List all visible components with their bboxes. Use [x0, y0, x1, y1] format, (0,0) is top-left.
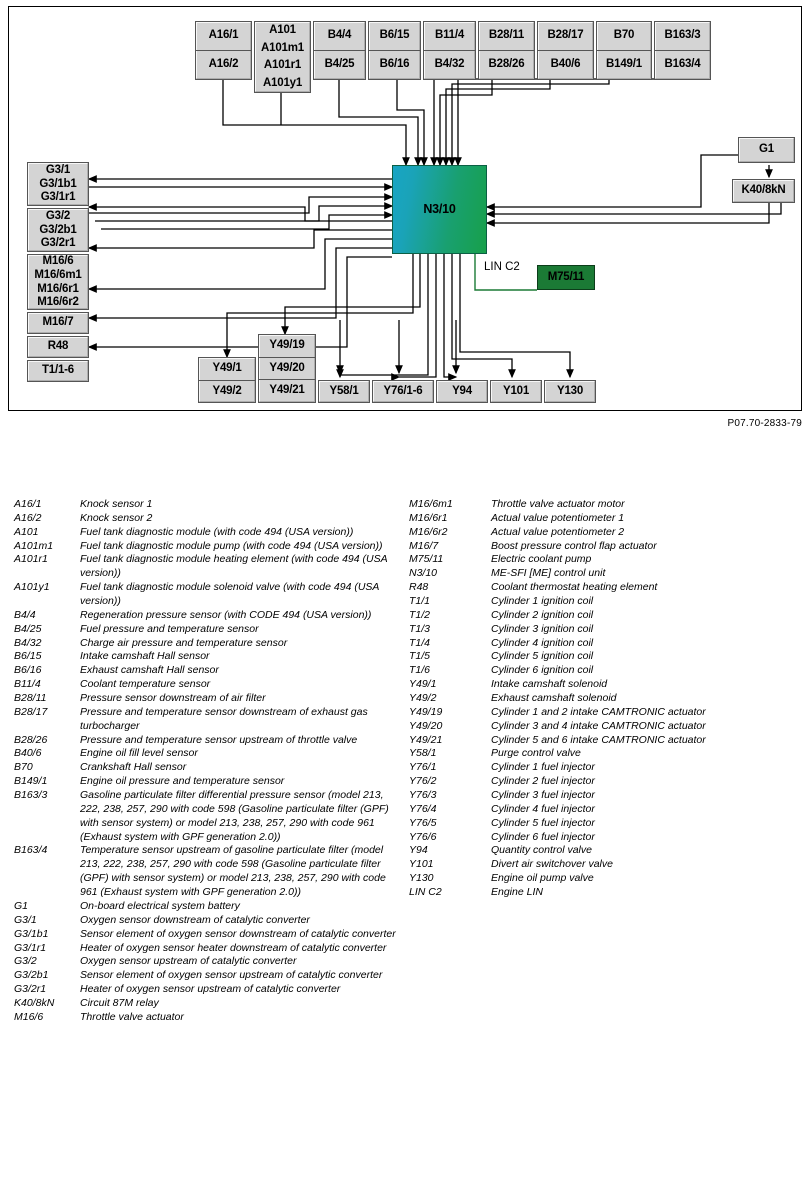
legend-column-right: [409, 498, 801, 900]
legend-row: [409, 747, 801, 761]
legend-description: Exhaust camshaft Hall sensor: [80, 664, 219, 677]
legend-description: Coolant temperature sensor: [80, 678, 211, 691]
legend-description: Circuit 87M relay: [80, 996, 159, 1009]
legend-key: Y130: [409, 872, 434, 885]
box-cell: G3/2r1: [40, 237, 76, 250]
legend-description: Cylinder 4 fuel injector: [491, 802, 595, 815]
left-box-g3-2[interactable]: [27, 208, 89, 252]
top-box-b4[interactable]: [313, 21, 366, 80]
legend-description: Pressure and temperature sensor upstream of throttle valve: [80, 733, 358, 746]
legend-key: Y76/4: [409, 802, 437, 815]
box-cell: Y58/1: [329, 384, 359, 397]
box-cell: A16/1: [196, 22, 251, 51]
legend-description: Knock sensor 1: [80, 498, 153, 510]
legend-description: Intake camshaft Hall sensor: [80, 650, 210, 663]
box-cell: B163/3: [655, 22, 710, 51]
legend-description: Fuel tank diagnostic module solenoid valve (with code 494 (USA version)): [80, 581, 380, 608]
legend-row: [409, 678, 801, 692]
legend-description: Oxygen sensor upstream of catalytic converter: [80, 955, 297, 968]
legend-description: Heater of oxygen sensor heater downstream of catalytic converter: [80, 941, 387, 954]
legend-row: [14, 955, 404, 969]
box-cell: B11/4: [424, 22, 475, 51]
legend-description: Exhaust camshaft solenoid: [491, 692, 617, 705]
bottom-box-y130[interactable]: [544, 380, 596, 403]
legend-key: B11/4: [14, 678, 41, 691]
legend-description: Cylinder 1 ignition coil: [491, 595, 594, 608]
legend-key: A101y1: [14, 581, 50, 594]
legend-row: [409, 789, 801, 803]
box-cell: A101m1: [261, 41, 304, 54]
legend-description: Engine oil pump valve: [491, 872, 594, 885]
legend-row: [409, 609, 801, 623]
legend-key: M16/7: [409, 539, 439, 552]
legend-description: Cylinder 6 fuel injector: [491, 830, 595, 843]
legend-description: ME-SFI [ME] control unit: [491, 567, 606, 580]
right-box-k40[interactable]: [732, 179, 795, 203]
lin-bus-label: LIN C2: [484, 261, 520, 273]
legend-description: Cylinder 3 and 4 intake CAMTRONIC actuator: [491, 719, 706, 732]
bottom-box-y49-1[interactable]: [198, 357, 256, 403]
legend-key: B149/1: [14, 775, 48, 788]
legend-key: B6/15: [14, 650, 42, 663]
legend-row: [14, 553, 404, 581]
legend-row: [14, 637, 404, 651]
legend-row: [409, 872, 801, 886]
legend-key: B28/11: [14, 692, 47, 705]
top-box-b11-b4[interactable]: [423, 21, 476, 80]
legend-key: Y49/1: [409, 678, 437, 691]
box-cell: Y94: [452, 384, 472, 397]
legend-row: [409, 623, 801, 637]
legend-row: [409, 498, 801, 512]
legend-key: Y76/1: [409, 761, 437, 774]
legend-description: Cylinder 3 ignition coil: [491, 622, 594, 635]
legend-row: [14, 706, 404, 734]
legend-row: [14, 942, 404, 956]
bottom-box-y101[interactable]: [490, 380, 542, 403]
bottom-box-y58[interactable]: [318, 380, 370, 403]
legend-description: Engine oil pressure and temperature sensor: [80, 775, 285, 788]
box-cell: Y101: [502, 384, 530, 397]
legend-column-left: [14, 498, 404, 1025]
legend-key: M75/11: [409, 553, 444, 566]
legend-key: K40/8kN: [14, 996, 55, 1009]
legend-description: Oxygen sensor downstream of catalytic converter: [80, 913, 310, 926]
bottom-box-y49-19[interactable]: [258, 334, 316, 403]
box-cell: Y49/20: [259, 358, 315, 381]
legend-key: B40/6: [14, 747, 42, 760]
legend-row: [14, 969, 404, 983]
legend-key: B70: [14, 761, 33, 774]
box-cell: A101r1: [263, 59, 302, 71]
legend-row: [409, 650, 801, 664]
legend-key: R48: [409, 581, 429, 594]
legend-row: [409, 512, 801, 526]
box-cell: A16/2: [208, 58, 239, 71]
box-cell: R48: [47, 340, 69, 353]
legend-key: M16/6m1: [409, 498, 453, 510]
box-cell: A101: [269, 24, 296, 36]
legend-key: Y101: [409, 858, 434, 871]
legend-description: Heater of oxygen sensor upstream of catalytic converter: [80, 983, 341, 996]
top-box-b28-17[interactable]: [537, 21, 594, 80]
legend-description: Cylinder 2 ignition coil: [491, 608, 594, 621]
legend-row: [14, 692, 404, 706]
left-box-m16-7[interactable]: [27, 312, 89, 334]
legend-key: B4/32: [14, 636, 42, 649]
legend-description: Fuel tank diagnostic module heating element (with code 494 (USA version)): [80, 553, 388, 580]
legend-row: [409, 734, 801, 748]
box-cell: B28/26: [488, 58, 525, 71]
legend-description: Sensor element of oxygen sensor downstream of catalytic converter: [80, 927, 396, 940]
box-cell: T1/1-6: [41, 364, 75, 377]
legend-description: Engine oil fill level sensor: [80, 747, 198, 760]
box-cell: A101y1: [262, 76, 303, 89]
legend-row: [409, 844, 801, 858]
legend-row: [14, 526, 404, 540]
legend-description: Cylinder 1 and 2 intake CAMTRONIC actuator: [491, 705, 706, 718]
legend-description: Cylinder 2 fuel injector: [491, 775, 595, 788]
box-cell: B6/15: [369, 22, 420, 51]
legend-description: Quantity control valve: [491, 844, 592, 857]
legend-row: [409, 775, 801, 789]
left-box-r48[interactable]: [27, 336, 89, 358]
box-cell: M16/6: [42, 254, 74, 267]
legend-description: Fuel pressure and temperature sensor: [80, 622, 259, 635]
legend-key: Y76/6: [409, 830, 437, 843]
legend-key: B163/4: [14, 844, 48, 857]
legend-row: [409, 831, 801, 845]
top-box-b70[interactable]: [596, 21, 652, 80]
box-cell: Y49/2: [212, 384, 242, 397]
legend-row: [14, 664, 404, 678]
legend-key: T1/5: [409, 650, 431, 663]
legend-key: LIN C2: [409, 886, 442, 899]
legend-description: Actual value potentiometer 2: [491, 525, 625, 538]
box-cell: B149/1: [606, 58, 642, 71]
legend-row: [14, 581, 404, 609]
legend-row: [409, 567, 801, 581]
legend-key: Y94: [409, 844, 428, 857]
box-cell: M16/6r1: [37, 282, 79, 295]
legend-row: [14, 747, 404, 761]
legend-key: B28/17: [14, 705, 48, 718]
control-unit-n3-10[interactable]: [392, 165, 487, 254]
box-cell: G3/1r1: [40, 191, 76, 204]
legend-description: Purge control valve: [491, 747, 581, 760]
legend-description: Throttle valve actuator motor: [491, 498, 625, 510]
top-box-a101[interactable]: [254, 21, 311, 93]
top-box-b163[interactable]: [654, 21, 711, 80]
diagram-frame: [8, 6, 802, 411]
box-cell: B4/25: [324, 58, 355, 71]
legend-row: [14, 498, 404, 512]
box-cell: Y49/1: [199, 358, 255, 381]
legend-key: N3/10: [409, 567, 438, 580]
legend-description: Cylinder 5 ignition coil: [491, 650, 594, 663]
legend-key: G3/1b1: [14, 927, 49, 940]
legend-description: Cylinder 3 fuel injector: [491, 789, 595, 802]
control-unit-label: N3/10: [423, 202, 456, 217]
legend-row: [14, 650, 404, 664]
legend-row: [14, 623, 404, 637]
legend-row: [409, 553, 801, 567]
legend-description: Pressure and temperature sensor downstream of exhaust gas turbocharger: [80, 705, 368, 732]
legend-key: B4/4: [14, 608, 36, 621]
left-box-g3-1[interactable]: [27, 162, 89, 206]
legend-key: Y76/3: [409, 789, 437, 802]
legend-row: [409, 803, 801, 817]
legend-description: Regeneration pressure sensor (with CODE 494 (USA version)): [80, 608, 372, 621]
legend-key: A16/1: [14, 498, 42, 510]
box-cell: B70: [597, 22, 651, 51]
legend-description: Fuel tank diagnostic module pump (with code 494 (USA version)): [80, 539, 383, 552]
legend-key: B163/3: [14, 789, 48, 802]
legend-row: [14, 914, 404, 928]
legend-key: B28/26: [14, 733, 48, 746]
legend-description: On-board electrical system battery: [80, 899, 240, 912]
legend-row: [14, 983, 404, 997]
legend-row: [14, 761, 404, 775]
legend-row: [14, 928, 404, 942]
box-cell: B40/6: [550, 58, 581, 71]
legend-description: Cylinder 6 ignition coil: [491, 664, 594, 677]
right-box-g1[interactable]: [738, 137, 795, 163]
legend-key: M16/6r2: [409, 525, 448, 538]
legend-description: Pressure sensor downstream of air filter: [80, 692, 266, 705]
box-cell: G1: [759, 143, 774, 156]
legend-description: Electric coolant pump: [491, 553, 592, 566]
legend-description: Actual value potentiometer 1: [491, 511, 625, 524]
legend-description: Coolant thermostat heating element: [491, 581, 658, 594]
legend-key: T1/2: [409, 608, 431, 621]
legend-row: [409, 886, 801, 900]
legend-row: [14, 512, 404, 526]
legend-key: T1/3: [409, 622, 431, 635]
legend-description: Cylinder 5 and 6 intake CAMTRONIC actuator: [491, 733, 706, 746]
legend-description: Intake camshaft solenoid: [491, 678, 608, 691]
legend-row: [14, 540, 404, 554]
legend-description: Cylinder 4 ignition coil: [491, 636, 594, 649]
legend-key: A101m1: [14, 539, 54, 552]
legend-description: Charge air pressure and temperature sensor: [80, 636, 288, 649]
legend-row: [14, 900, 404, 914]
box-cell: M75/11: [547, 270, 585, 283]
legend-key: M16/6: [14, 1010, 44, 1023]
legend-row: [409, 664, 801, 678]
box-cell: B28/11: [479, 22, 534, 51]
legend-row: [14, 609, 404, 623]
box-cell: B28/17: [538, 22, 593, 51]
actuator-box-m75[interactable]: [537, 265, 595, 290]
legend-row: [409, 595, 801, 609]
legend-description: Crankshaft Hall sensor: [80, 761, 187, 774]
legend-key: Y58/1: [409, 747, 437, 760]
bottom-box-y76[interactable]: [372, 380, 434, 403]
legend-key: G1: [14, 899, 29, 912]
left-box-m16-6[interactable]: [27, 254, 89, 310]
legend-key: Y49/2: [409, 692, 437, 705]
legend-key: G3/2: [14, 955, 37, 968]
box-cell: B4/4: [314, 22, 365, 51]
legend-description: Gasoline particulate filter differential pressure sensor (model 213, 222, 238, 257, 290 with code 598 (Gasoline particulate filter (GPF) with sensor system) or model 213, 238, 257, 290 with code 961 (Exhaust system with GPF generation 2.0)): [80, 789, 389, 843]
legend-row: [409, 761, 801, 775]
box-cell: M16/6m1: [34, 268, 82, 281]
box-cell: G3/2: [45, 209, 71, 222]
box-cell: G3/1: [45, 163, 71, 176]
legend-row: [409, 540, 801, 554]
legend-row: [14, 734, 404, 748]
top-box-a16[interactable]: [195, 21, 252, 80]
legend-key: B4/25: [14, 622, 42, 635]
legend-description: Cylinder 1 fuel injector: [491, 761, 595, 774]
box-cell: Y76/1-6: [383, 384, 423, 397]
legend-row: [14, 678, 404, 692]
legend-key: Y49/19: [409, 705, 443, 718]
legend-row: [409, 817, 801, 831]
box-cell: Y49/21: [269, 384, 305, 397]
legend-row: [14, 775, 404, 789]
legend-row: [14, 789, 404, 844]
legend-row: [409, 858, 801, 872]
legend-description: Boost pressure control flap actuator: [491, 539, 657, 552]
box-cell: B6/16: [379, 58, 410, 71]
legend-key: B6/16: [14, 664, 42, 677]
legend-row: [14, 1011, 404, 1025]
legend-description: Sensor element of oxygen sensor upstream of catalytic converter: [80, 969, 383, 982]
legend-description: Temperature sensor upstream of gasoline particulate filter (model 213, 222, 238, 257, 290 with code 598 (Gasoline particulate filter (GPF) with sensor system) or model 213, 238, 257, 290 with code 961 (Exhaust system with GPF generation 2.0)): [80, 844, 386, 899]
box-cell: B163/4: [664, 58, 701, 71]
legend-key: A16/2: [14, 511, 42, 524]
legend-key: M16/6r1: [409, 511, 448, 524]
legend-row: [14, 997, 404, 1011]
legend-description: Throttle valve actuator: [80, 1010, 184, 1023]
legend-row: [409, 706, 801, 720]
box-cell: M16/6r2: [37, 296, 79, 309]
legend-key: Y76/2: [409, 775, 437, 788]
legend-description: Engine LIN: [491, 886, 543, 899]
legend-key: Y49/20: [409, 719, 443, 732]
bottom-box-y94[interactable]: [436, 380, 488, 403]
legend-key: Y49/21: [409, 733, 443, 746]
legend-description: Fuel tank diagnostic module (with code 494 (USA version)): [80, 525, 354, 538]
legend-key: G3/1r1: [14, 941, 47, 954]
legend-row: [409, 581, 801, 595]
legend-row: [409, 637, 801, 651]
legend-row: [409, 720, 801, 734]
box-cell: G3/1b1: [39, 177, 77, 190]
legend-description: Cylinder 5 fuel injector: [491, 816, 595, 829]
box-cell: Y130: [556, 384, 584, 397]
box-cell: G3/2b1: [39, 223, 77, 236]
legend-key: Y76/5: [409, 816, 437, 829]
top-box-b6[interactable]: [368, 21, 421, 80]
legend-key: G3/2b1: [14, 969, 49, 982]
legend-key: T1/6: [409, 664, 431, 677]
legend-description: Divert air switchover valve: [491, 858, 613, 871]
box-cell: Y49/19: [259, 335, 315, 358]
legend-key: T1/4: [409, 636, 431, 649]
legend-row: [409, 692, 801, 706]
box-cell: M16/7: [42, 316, 74, 329]
box-cell: B4/32: [434, 58, 465, 71]
legend-key: A101r1: [14, 553, 48, 566]
left-box-t1[interactable]: [27, 360, 89, 382]
legend-key: T1/1: [409, 595, 431, 608]
legend-row: [409, 526, 801, 540]
box-cell: K40/8kN: [741, 184, 786, 197]
legend-key: G3/2r1: [14, 983, 47, 996]
legend-description: Knock sensor 2: [80, 511, 153, 524]
legend-key: A101: [14, 525, 39, 538]
diagram-reference-code: P07.70-2833-79: [727, 418, 802, 429]
legend-key: G3/1: [14, 913, 37, 926]
top-box-b28-11[interactable]: [478, 21, 535, 80]
legend-row: [14, 844, 404, 899]
